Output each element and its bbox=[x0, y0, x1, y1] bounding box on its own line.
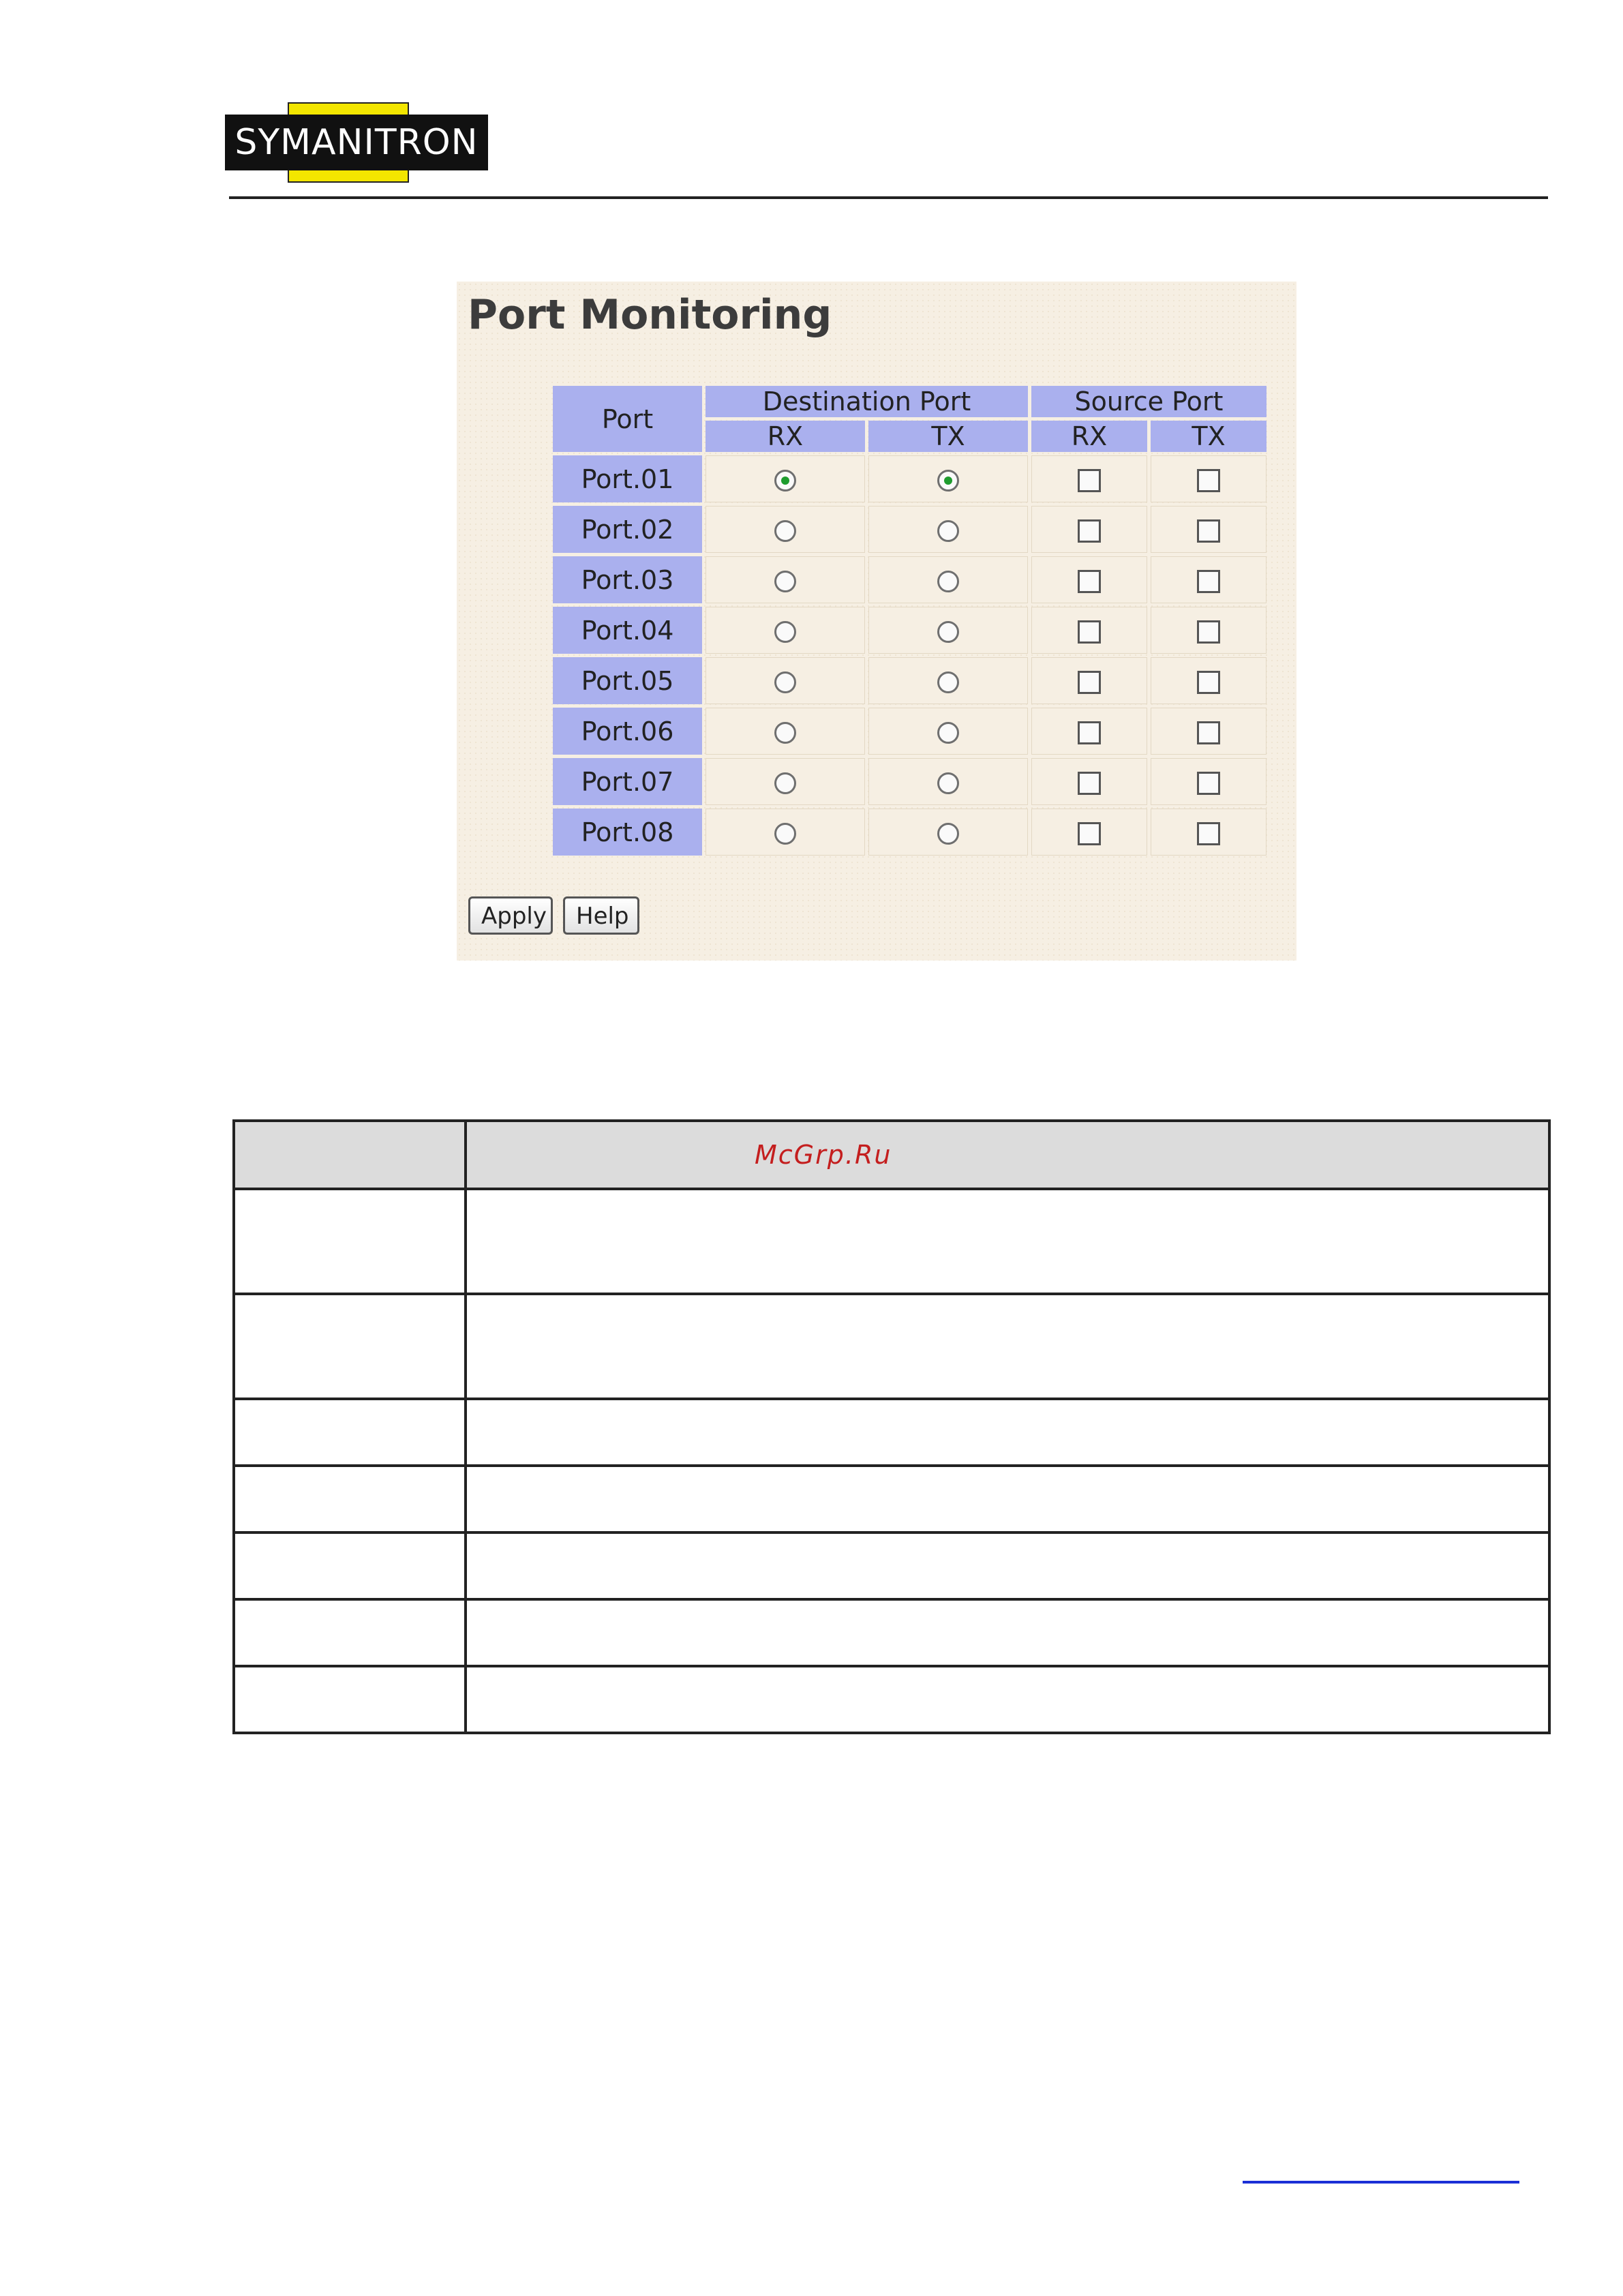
src-tx-checkbox[interactable] bbox=[1197, 671, 1220, 694]
port-name-cell: Port.03 bbox=[553, 556, 702, 603]
col-header-port: Port bbox=[553, 386, 702, 452]
dest-tx-radio-cell bbox=[868, 556, 1028, 603]
src-rx-checkbox-cell bbox=[1031, 556, 1147, 603]
dest-tx-radio[interactable] bbox=[937, 823, 959, 845]
src-rx-checkbox-cell bbox=[1031, 506, 1147, 553]
dest-rx-radio-cell bbox=[706, 455, 865, 502]
port-name-cell: Port.02 bbox=[553, 506, 702, 553]
src-rx-checkbox-cell bbox=[1031, 455, 1147, 502]
desc-row-label bbox=[234, 1294, 466, 1399]
src-tx-checkbox-cell bbox=[1151, 607, 1266, 654]
desc-row-text bbox=[466, 1294, 1549, 1399]
dest-rx-radio-cell bbox=[706, 607, 865, 654]
dest-tx-radio[interactable] bbox=[937, 571, 959, 592]
src-rx-checkbox[interactable] bbox=[1078, 469, 1101, 492]
dest-rx-radio[interactable] bbox=[774, 621, 796, 643]
footer-link-underline[interactable] bbox=[1243, 2181, 1519, 2184]
table-row bbox=[553, 809, 1266, 856]
desc-row-text bbox=[466, 1599, 1549, 1666]
src-tx-checkbox-cell bbox=[1151, 657, 1266, 704]
dest-tx-radio[interactable] bbox=[937, 520, 959, 542]
src-rx-checkbox[interactable] bbox=[1078, 721, 1101, 744]
apply-button[interactable]: Apply bbox=[468, 896, 553, 935]
dest-tx-radio[interactable] bbox=[937, 470, 959, 492]
dest-rx-radio[interactable] bbox=[774, 772, 796, 794]
dest-rx-radio-cell bbox=[706, 657, 865, 704]
table-row bbox=[553, 657, 1266, 704]
src-rx-checkbox-cell bbox=[1031, 758, 1147, 805]
src-tx-checkbox[interactable] bbox=[1197, 772, 1220, 795]
dest-rx-radio-cell bbox=[706, 809, 865, 856]
src-tx-checkbox[interactable] bbox=[1197, 620, 1220, 644]
port-name-cell: Port.04 bbox=[553, 607, 702, 654]
watermark-text: McGrp.Ru bbox=[755, 1140, 892, 1170]
port-monitoring-table bbox=[549, 382, 1270, 859]
src-tx-checkbox[interactable] bbox=[1197, 519, 1220, 543]
table-row bbox=[553, 758, 1266, 805]
dest-tx-radio-cell bbox=[868, 708, 1028, 755]
src-tx-checkbox[interactable] bbox=[1197, 822, 1220, 845]
src-tx-checkbox[interactable] bbox=[1197, 721, 1220, 744]
dest-rx-radio[interactable] bbox=[774, 571, 796, 592]
desc-row-text bbox=[466, 1666, 1549, 1733]
table-row bbox=[553, 607, 1266, 654]
port-monitoring-panel bbox=[457, 282, 1296, 961]
src-tx-checkbox-cell bbox=[1151, 556, 1266, 603]
col-header-source-port: Source Port bbox=[1031, 386, 1266, 417]
port-name-cell: Port.07 bbox=[553, 758, 702, 805]
desc-row-text bbox=[466, 1532, 1549, 1599]
desc-row-text bbox=[466, 1189, 1549, 1294]
dest-tx-radio-cell bbox=[868, 758, 1028, 805]
src-rx-checkbox[interactable] bbox=[1078, 570, 1101, 593]
src-rx-checkbox-cell bbox=[1031, 607, 1147, 654]
dest-tx-radio-cell bbox=[868, 506, 1028, 553]
src-rx-checkbox[interactable] bbox=[1078, 822, 1101, 845]
src-tx-checkbox-cell bbox=[1151, 758, 1266, 805]
desc-header-cell-label bbox=[234, 1121, 466, 1189]
desc-row-text bbox=[466, 1466, 1549, 1532]
col-header-src-rx: RX bbox=[1031, 421, 1147, 452]
dest-tx-radio-cell bbox=[868, 809, 1028, 856]
dest-rx-radio-cell bbox=[706, 556, 865, 603]
src-tx-checkbox-cell bbox=[1151, 455, 1266, 502]
port-name-cell: Port.05 bbox=[553, 657, 702, 704]
dest-rx-radio-cell bbox=[706, 506, 865, 553]
desc-row-label bbox=[234, 1189, 466, 1294]
desc-row-label bbox=[234, 1599, 466, 1666]
symanitron-logo bbox=[225, 102, 488, 183]
dest-rx-radio[interactable] bbox=[774, 671, 796, 693]
description-table bbox=[232, 1119, 1551, 1734]
header-divider bbox=[229, 196, 1548, 199]
src-rx-checkbox[interactable] bbox=[1078, 671, 1101, 694]
dest-rx-radio-cell bbox=[706, 758, 865, 805]
desc-row-label bbox=[234, 1532, 466, 1599]
dest-tx-radio-cell bbox=[868, 455, 1028, 502]
page-title: Port Monitoring bbox=[468, 291, 832, 339]
dest-tx-radio[interactable] bbox=[937, 722, 959, 744]
col-header-dest-tx: TX bbox=[868, 421, 1028, 452]
dest-tx-radio[interactable] bbox=[937, 621, 959, 643]
src-rx-checkbox[interactable] bbox=[1078, 519, 1101, 543]
src-tx-checkbox-cell bbox=[1151, 708, 1266, 755]
src-rx-checkbox[interactable] bbox=[1078, 772, 1101, 795]
dest-tx-radio[interactable] bbox=[937, 772, 959, 794]
desc-row-label bbox=[234, 1666, 466, 1733]
table-row bbox=[553, 708, 1266, 755]
dest-rx-radio[interactable] bbox=[774, 520, 796, 542]
src-rx-checkbox[interactable] bbox=[1078, 620, 1101, 644]
dest-rx-radio[interactable] bbox=[774, 823, 796, 845]
dest-tx-radio[interactable] bbox=[937, 671, 959, 693]
desc-row-label bbox=[234, 1466, 466, 1532]
src-rx-checkbox-cell bbox=[1031, 708, 1147, 755]
dest-tx-radio-cell bbox=[868, 657, 1028, 704]
col-header-dest-rx: RX bbox=[706, 421, 865, 452]
src-rx-checkbox-cell bbox=[1031, 657, 1147, 704]
src-tx-checkbox-cell bbox=[1151, 506, 1266, 553]
desc-row-label bbox=[234, 1399, 466, 1466]
port-name-cell: Port.06 bbox=[553, 708, 702, 755]
src-tx-checkbox[interactable] bbox=[1197, 469, 1220, 492]
table-row bbox=[553, 556, 1266, 603]
src-tx-checkbox-cell bbox=[1151, 809, 1266, 856]
dest-rx-radio[interactable] bbox=[774, 470, 796, 492]
desc-header-cell-description bbox=[466, 1121, 1549, 1189]
logo-text: SYMANITRON bbox=[234, 122, 479, 163]
col-header-destination-port: Destination Port bbox=[706, 386, 1028, 417]
dest-rx-radio-cell bbox=[706, 708, 865, 755]
src-rx-checkbox-cell bbox=[1031, 809, 1147, 856]
table-row bbox=[553, 506, 1266, 553]
port-name-cell: Port.08 bbox=[553, 809, 702, 856]
col-header-src-tx: TX bbox=[1151, 421, 1266, 452]
desc-row-text bbox=[466, 1399, 1549, 1466]
dest-rx-radio[interactable] bbox=[774, 722, 796, 744]
src-tx-checkbox[interactable] bbox=[1197, 570, 1220, 593]
dest-tx-radio-cell bbox=[868, 607, 1028, 654]
table-row bbox=[553, 455, 1266, 502]
port-name-cell: Port.01 bbox=[553, 455, 702, 502]
help-button[interactable]: Help bbox=[563, 896, 639, 935]
